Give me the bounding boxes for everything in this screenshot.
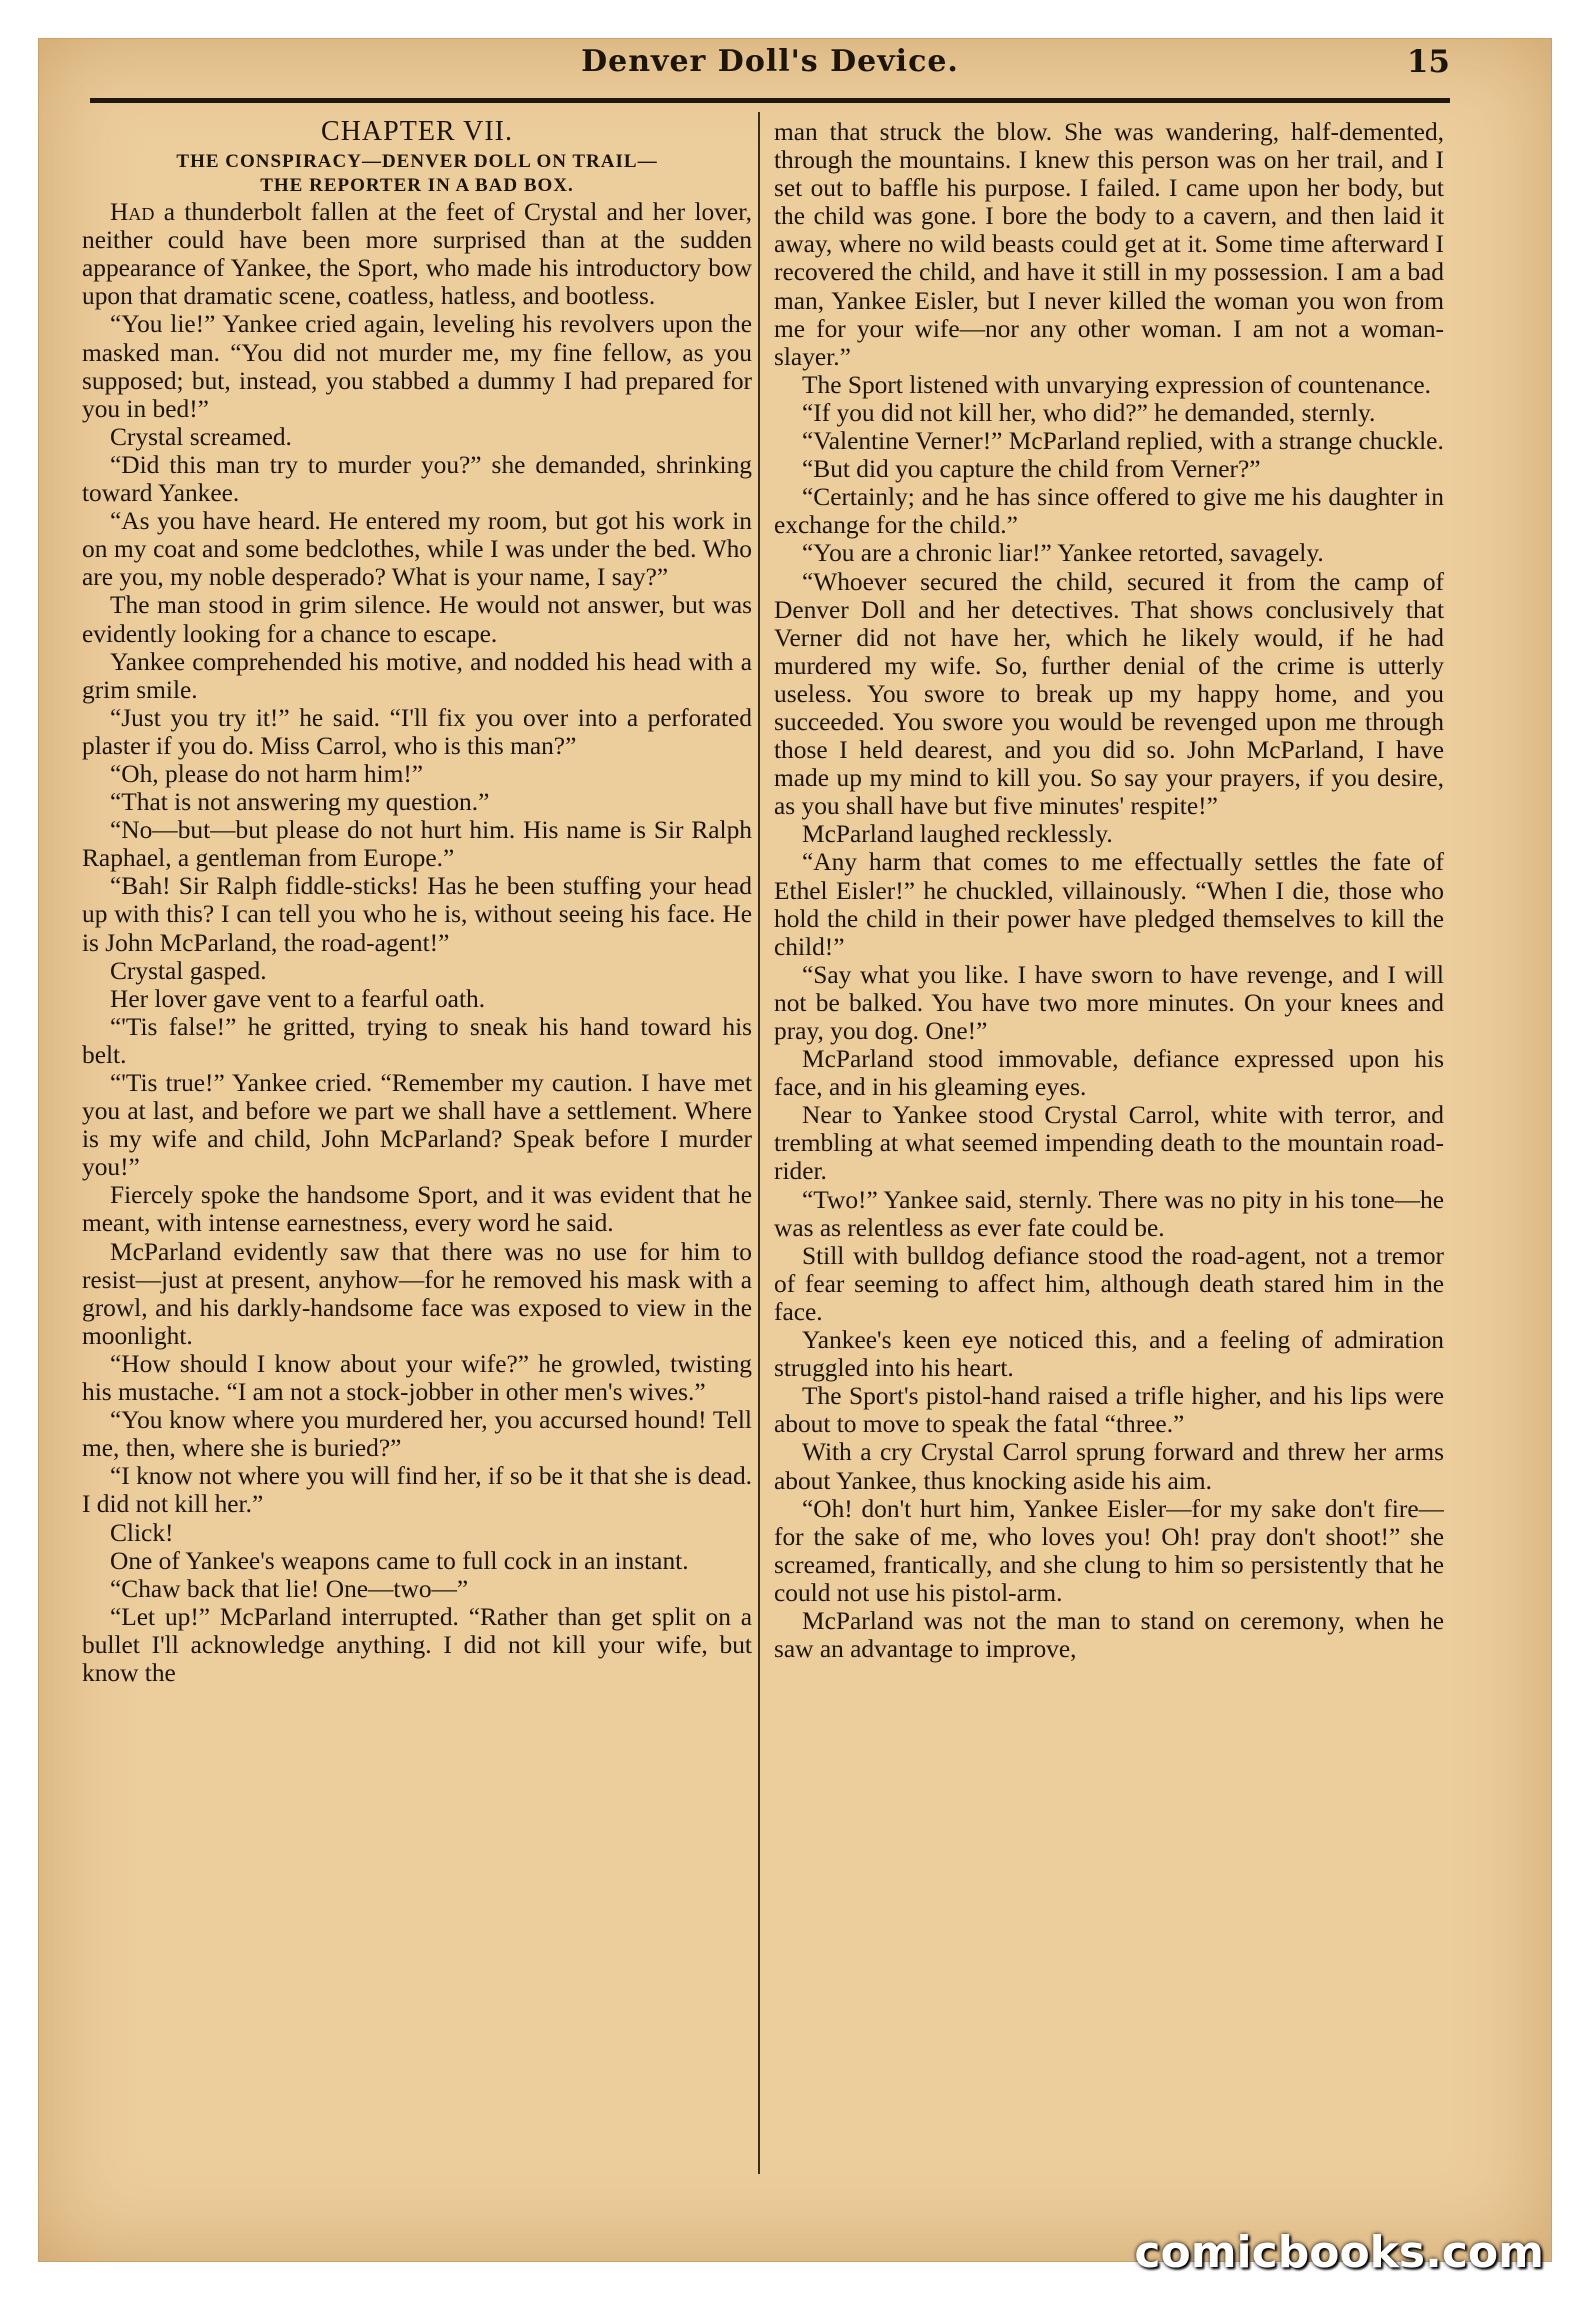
paragraph: “But did you capture the child from Verner?” [802,455,1261,484]
paragraph: “As you have heard. He entered my room, but got his work in on my coat and some bedclothes, while I was under the bed. Who are you, my noble desperado? What is your name, I say?” [82,507,752,592]
paragraph: “How should I know about your wife?” he growled, twisting his mustache. “I am not a stock-jobber in other men's wives.” [82,1349,752,1407]
column-divider [758,112,760,2174]
paragraph: “You are a chronic liar!” Yankee retorted, savagely. [802,539,1324,568]
chapter-subtitle-line-1: THE CONSPIRACY—DENVER DOLL ON TRAIL— [176,151,658,173]
paragraph: Her lover gave vent to a fearful oath. [110,984,486,1013]
running-title: Denver Doll's Device. [581,44,959,79]
paragraph: “Did this man try to murder you?” she demanded, shrinking toward Yankee. [82,450,752,508]
paragraph: “'Tis false!” he gritted, trying to sneak his hand toward his belt. [82,1012,752,1069]
paragraph: “You know where you murdered her, you accursed hound! Tell me, then, where she is buried?” [82,1406,752,1463]
paragraph: Still with bulldog defiance stood the road-agent, not a tremor of fear seeming to affect him, although death stared him in the face. [774,1241,1444,1326]
paragraph: McParland was not the man to stand on ceremony, when he saw an advantage to improve, [774,1606,1444,1664]
paragraph: Crystal screamed. [110,422,292,451]
paragraph: McParland stood immovable, defiance expressed upon his face, and in his gleaming eyes. [774,1045,1444,1102]
paragraph: Yankee's keen eye noticed this, and a feeling of admiration struggled into his heart. [774,1326,1444,1383]
site-watermark: comicbooks.com [1134,2227,1544,2278]
paragraph: “Valentine Verner!” McParland replied, with a strange chuckle. [802,427,1444,456]
paragraph: One of Yankee's weapons came to full cock in an instant. [110,1546,689,1575]
paragraph: With a cry Crystal Carrol sprung forward and threw her arms about Yankee, thus knocking aside his aim. [774,1438,1444,1495]
paragraph: “If you did not kill her, who did?” he demanded, sternly. [802,398,1376,427]
paragraph: “Whoever secured the child, secured it from the camp of Denver Doll and her detectives. That shows conclusively that Verner did not have her, which he likely would, if he had murdered my wife. So, further denial of the crime is utterly useless. You swore to break up my happy home, and you succeeded. You swore you would be revenged upon me through those I held dearest, and you did so. John McParland, I have made up my mind to kill you. So say your prayers, if you desire, as you shall have but five minutes' respite!” [774,567,1444,821]
paragraph: “I know not where you will find her, if so be it that she is dead. I did not kill her.” [82,1462,752,1519]
right-column [774,118,1444,2198]
paragraph: “Certainly; and he has since offered to give me his daughter in exchange for the child.” [774,483,1444,540]
page-number: 15 [1406,44,1450,80]
paragraph: Crystal gasped. [110,956,267,985]
paragraph: “Oh! don't hurt him, Yankee Eisler—for my sake don't fire—for the sake of me, who loves you! Oh! pray don't shoot!” she screamed, frantically, and she clung to him so persistently that he could not use his pistol-arm. [774,1494,1444,1607]
paragraph: “You lie!” Yankee cried again, leveling his revolvers upon the masked man. “You did not murder me, my fine fellow, as you supposed; but, instead, you stabbed a dummy I had prepared for you in bed!” [82,310,752,423]
running-header [90,44,1450,104]
paragraph: “Oh, please do not harm him!” [110,759,424,788]
paragraph: “Bah! Sir Ralph fiddle-sticks! Has he been stuffing your head up with this? I can tell you who he is, without seeing his face. He is John McParland, the road-agent!” [82,872,752,957]
header-rule [90,98,1450,103]
opening-word: Had [110,198,155,227]
paragraph: “Two!” Yankee said, sternly. There was no pity in his tone—he was as relentless as ever fate could be. [774,1185,1444,1242]
paragraph: “Any harm that comes to me effectually settles the fate of Ethel Eisler!” he chuckled, villainously. “When I die, those who hold the child in their power have pledged themselves to kill the child!” [774,848,1444,961]
paragraph-text: a thunderbolt fallen at the feet of Crystal and her lover, neither could have been more surprised than at the sudden appearance of Yankee, the Sport, who made his introductory bow upon that dramatic scene, coatless, hatless, and bootless. [82,198,752,311]
paragraph: “That is not answering my question.” [110,788,490,817]
left-column [82,118,752,2198]
paragraph: The man stood in grim silence. He would not answer, but was evidently looking for a chance to escape. [82,591,752,648]
paragraph: Click! [110,1518,174,1547]
paragraph: Near to Yankee stood Crystal Carrol, white with terror, and trembling at what seemed impending death to the mountain road-rider. [774,1101,1444,1186]
chapter-subtitle-line-2: THE REPORTER IN A BAD BOX. [260,175,574,197]
paragraph: “Just you try it!” he said. “I'll fix you over into a perforated plaster if you do. Miss Carrol, who is this man?” [82,703,752,760]
paragraph: “Chaw back that lie! One—two—” [110,1574,469,1603]
paragraph: “Let up!” McParland interrupted. “Rather than get split on a bullet I'll acknowledge anything. I did not kill your wife, but know the [82,1602,752,1687]
paragraph: Yankee comprehended his motive, and nodded his head with a grim smile. [82,647,752,704]
chapter-title: CHAPTER VII. [321,118,513,147]
paragraph: McParland evidently saw that there was no use for him to resist—just at present, anyhow—for he removed his mask with a growl, and his darkly-handsome face was exposed to view in the moonlight. [82,1237,752,1350]
paragraph: The Sport's pistol-hand raised a trifle higher, and his lips were about to move to speak the fatal “three.” [774,1382,1444,1439]
paragraph [82,198,752,310]
paragraph: man that struck the blow. She was wandering, half-demented, through the mountains. I knew this person was on her trail, and I set out to baffle his purpose. I failed. I came upon her body, but the child was gone. I bore the body to a cavern, and then laid it away, where no wild beasts could get at it. Some time afterward I recovered the child, and have it still in my possession. I am a bad man, Yankee Eisler, but I never killed the woman you won from me for your wife—nor any other woman. I am not a woman-slayer.” [774,118,1444,371]
paragraph: The Sport listened with unvarying expression of countenance. [802,370,1431,399]
paragraph: “'Tis true!” Yankee cried. “Remember my caution. I have met you at last, and before we part we shall have a settlement. Where is my wife and child, John McParland? Speak before I murder you!” [82,1069,752,1182]
paragraph: “No—but—but please do not hurt him. His name is Sir Ralph Raphael, a gentleman from Europe.” [82,816,752,873]
paragraph: McParland laughed recklessly. [802,820,1113,849]
paragraph: “Say what you like. I have sworn to have revenge, and I will not be balked. You have two more minutes. On your knees and pray, you dog. One!” [774,960,1444,1045]
paragraph: Fiercely spoke the handsome Sport, and it was evident that he meant, with intense earnestness, every word he said. [82,1181,752,1238]
